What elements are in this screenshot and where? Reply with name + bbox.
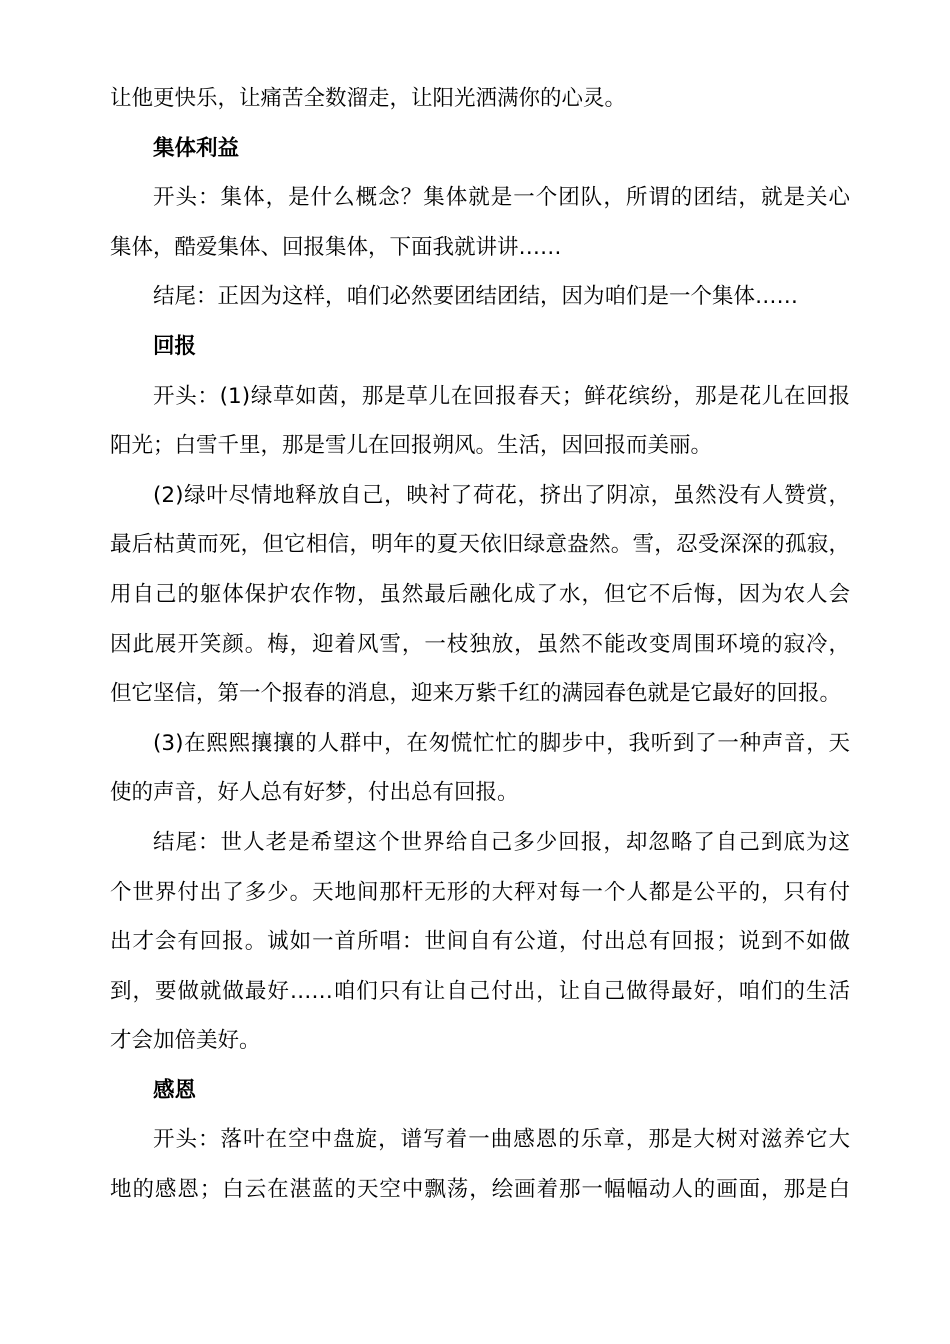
section-heading: 回报 — [153, 333, 197, 359]
paragraph-line: 但它坚信，第一个报春的消息，迎来万紫千红的满园春色就是它最好的回报。 — [110, 681, 842, 707]
paragraph-line: (3)在熙熙攘攘的人群中，在匆慌忙忙的脚步中，我听到了一种声音，天 — [153, 730, 850, 756]
paragraph-line: 才会加倍美好。 — [110, 1028, 261, 1054]
paragraph-line: 用自己的躯体保护农作物，虽然最后融化成了水，但它不后悔，因为农人会 — [110, 581, 850, 607]
paragraph-line: 开头：集体，是什么概念？集体就是一个团队，所谓的团结，就是关心 — [153, 185, 850, 211]
paragraph-line: 出才会有回报。诚如一首所唱：世间自有公道，付出总有回报；说到不如做 — [110, 929, 850, 955]
paragraph-line: 个世界付出了多少。天地间那杆无形的大秤对每一个人都是公平的，只有付 — [110, 879, 850, 905]
paragraph-line: 开头：落叶在空中盘旋，谱写着一曲感恩的乐章，那是大树对滋养它大 — [153, 1127, 850, 1153]
paragraph-line: 让他更快乐，让痛苦全数溜走，让阳光洒满你的心灵。 — [110, 86, 627, 111]
section-heading: 感恩 — [153, 1077, 197, 1103]
paragraph-line: (2)绿叶尽情地释放自己，映衬了荷花，挤出了阴凉，虽然没有人赞赏， — [153, 482, 850, 508]
paragraph-line: 地的感恩；白云在湛蓝的天空中飘荡，绘画着那一幅幅动人的画面，那是白 — [110, 1177, 850, 1203]
paragraph-line: 因此展开笑颜。梅，迎着风雪，一枝独放，虽然不能改变周围环境的寂冷， — [110, 631, 850, 657]
section-heading: 集体利益 — [153, 135, 240, 161]
paragraph-line: 最后枯黄而死，但它相信，明年的夏天依旧绿意盎然。雪，忍受深深的孤寂， — [110, 532, 850, 558]
document-body — [110, 74, 850, 1215]
paragraph-line: 阳光；白雪千里，那是雪儿在回报朔风。生活，因回报而美丽。 — [110, 433, 713, 459]
paragraph-line: 到，要做就做最好……咱们只有让自己付出，让自己做得最好，咱们的生活 — [110, 978, 850, 1004]
paragraph-line: 结尾：世人老是希望这个世界给自己多少回报，却忽略了自己到底为这 — [153, 829, 850, 855]
paragraph-line: 结尾：正因为这样，咱们必然要团结团结，因为咱们是一个集体…… — [153, 284, 799, 310]
paragraph-line: 集体，酷爱集体、回报集体，下面我就讲讲…… — [110, 234, 562, 260]
paragraph-line: 使的声音，好人总有好梦，付出总有回报。 — [110, 780, 519, 806]
paragraph-line: 开头：(1)绿草如茵，那是草儿在回报春天；鲜花缤纷，那是花儿在回报 — [153, 383, 850, 409]
